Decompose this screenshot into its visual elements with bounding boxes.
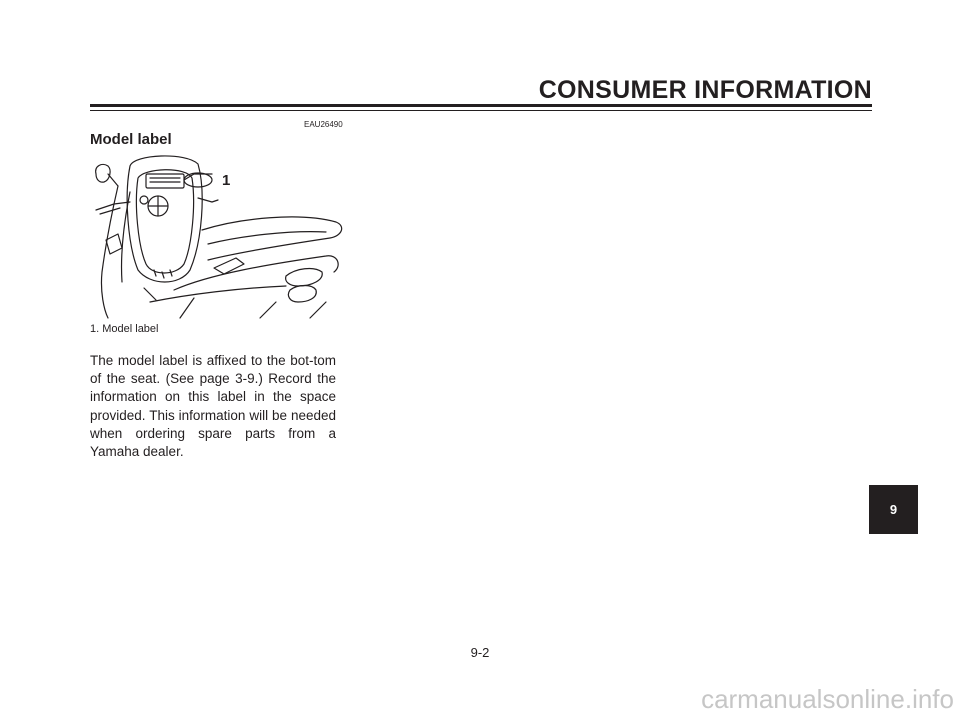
figure-caption: 1. Model label [90, 323, 159, 335]
section-title: Model label [90, 131, 172, 148]
body-paragraph: The model label is affixed to the bot-tom of the seat. (See page 3-9.) Record the information on this label in the space provided. This information will be needed when ordering spare parts from a Yamaha dealer. [90, 353, 336, 460]
header-rule-thick [90, 104, 872, 107]
header-title: CONSUMER INFORMATION [538, 76, 872, 104]
header-rule-thin [90, 110, 872, 111]
document-code: EAU26490 [304, 120, 343, 129]
page-number: 9-2 [470, 645, 490, 660]
watermark: carmanualsonline.info [701, 684, 954, 714]
callout-number: 1 [222, 172, 231, 189]
scooter-seat-illustration [90, 152, 350, 320]
chapter-tab: 9 [869, 485, 918, 534]
